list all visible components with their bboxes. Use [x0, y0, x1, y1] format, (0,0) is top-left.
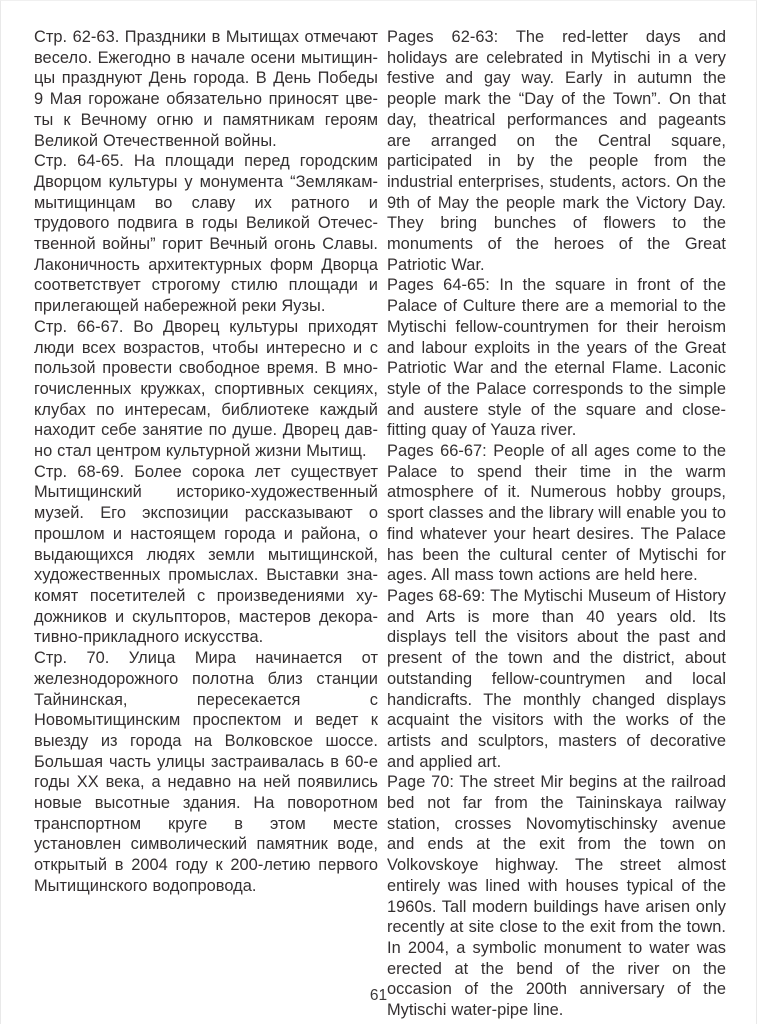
paragraph-ru-pages-66-67: Стр. 66-67. Во Дворец культуры приходят люди всех возрастов, чтобы интересно и с пользой провести свободное время. В многочисленных кружках, спортивных секциях, клубах по интересам, библиотеке каждый находит себе занятие по душе. Дворец давно стал центром культурной жизни Мытищ. [34, 317, 378, 461]
paragraph-en-pages-62-63: Pages 62-63: The red-letter days and holidays are celebrated in Mytischi in a very festive and gay way. Early in autumn the people mark the “Day of the Town”. On that day, theatrical performances and pageants are arranged on the Central square, participated in by the people from the industrial enterprises, students, actors. On the 9th of May the people mark the Victory Day. They bring bunches of flowers to the monuments of the heroes of the Great Patriotic War. [387, 28, 726, 274]
paragraph-ru-page-70: Стр. 70. Улица Мира начинается от железнодорожного полотна близ станции Тайнинская, пересекается с Новомытищинским проспектом и ведет к выезду из города на Волковское шоссе. Большая часть улицы застраивалась в 60-е годы XX века, а недавно на ней появились новые высотные здания. На поворотном транспортном круге в этом месте установлен символический памятник воде, открытый в 2004 году к 200-летию первого Мытищинского водопровода. [34, 649, 378, 895]
paragraph-en-page-70: Page 70: The street Mir begins at the railroad bed not far from the Taininskaya railway station, crosses Novomytischinsky avenue and ends at the exit from the town on Volkovskoye highway. The street almost entirely was lined with houses typical of the 1960s. Tall modern buildings have arisen only recently at site close to the exit from the town. In 2004, a symbolic monument to water was erected at the bend of the river on the occasion of the 200th anniversary of the Mytischi water-pipe line. [387, 773, 726, 1020]
paragraph-en-pages-64-65: Pages 64-65: In the square in front of the Palace of Culture there are a memorial to the Mytischi fellow-countrymen for their heroism and labour exploits in the years of the Great Patriotic War and the eternal Flame. Laconic style of the Palace corresponds to the simple and austere style of the square and close-fitting quay of Yauza river. [387, 276, 726, 440]
paragraph-en-pages-68-69: Pages 68-69: The Mytischi Museum of History and Arts is more than 40 years old. Its displays tell the visitors about the past and present of the town and the district, about outstanding fellow-countrymen and local handicrafts. The monthly changed displays acquaint the visitors with the works of the artists and sculptors, masters of decorative and applied art. [387, 586, 726, 771]
paragraph-en-pages-66-67: Pages 66-67: People of all ages come to the Palace to spend their time in the warm atmosphere of it. Numerous hobby groups, sport classes and the library will enable you to find whatever your heart desires. The Palace has been the cultural center of Mytischi for ages. All mass town actions are held here. [387, 442, 726, 585]
page-number: 61 [369, 987, 388, 1004]
paragraph-ru-pages-68-69: Стр. 68-69. Более сорока лет существует Мытищинский историко-художественный музей. Его экспозиции рассказывают о прошлом и настоящем города и района, о выдающихся людях земли мытищинской, художественных промыслах. Выставки знакомят посетителей с произведениями художников и скульпторов, мастеров декоративно-прикладного искусства. [34, 462, 378, 647]
english-text-column [387, 27, 726, 1021]
paragraph-ru-pages-64-65: Стр. 64-65. На площади перед городским Дворцом культуры у монумента “Землякам-мытищинцам во славу их ратного и трудового подвига в годы Великой Отечественной войны” горит Вечный огонь Славы. Лаконичность архитектурных форм Дворца соответствует строгому стилю площади и прилегающей набережной реки Яузы. [34, 152, 378, 316]
paragraph-ru-pages-62-63: Стр. 62-63. Праздники в Мытищах отмечают весело. Ежегодно в начале осени мытищинцы празднуют День города. В День Победы 9 Мая горожане обязательно приносят цветы к Вечному огню и памятникам героям Великой Отечественной войны. [34, 28, 378, 150]
russian-text-column [34, 27, 378, 897]
